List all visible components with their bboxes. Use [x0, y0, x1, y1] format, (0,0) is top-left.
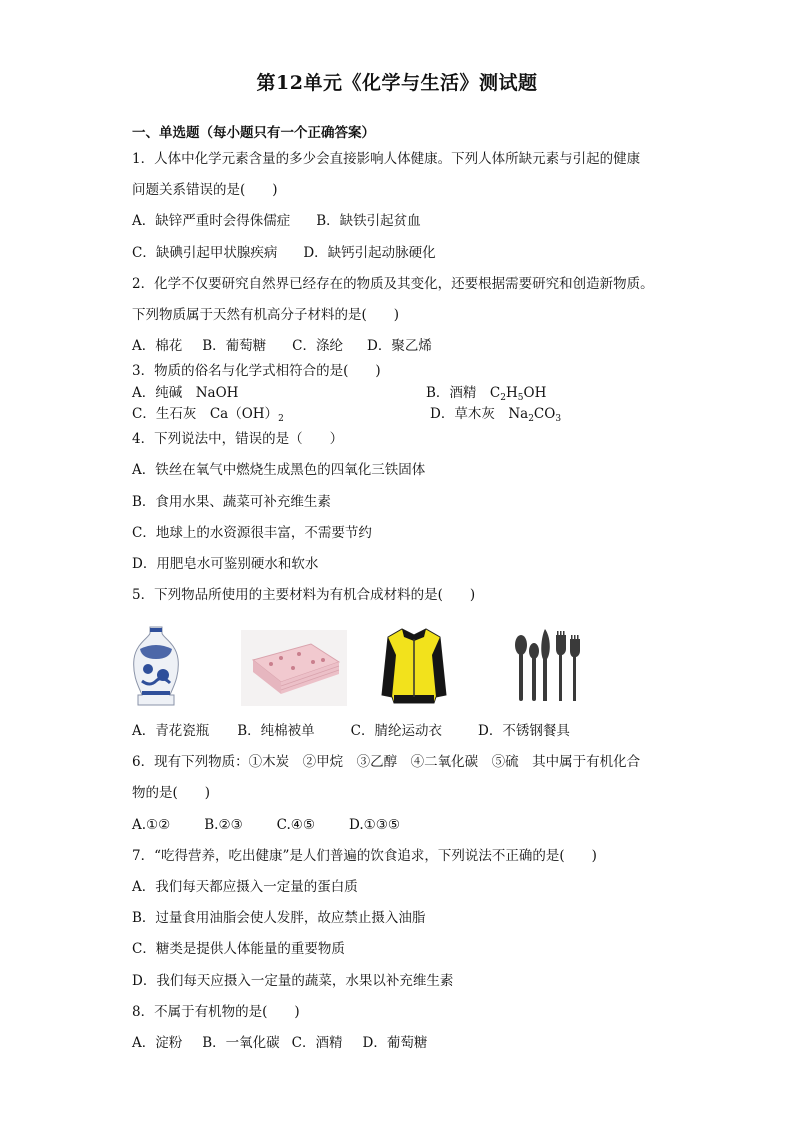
question-6-options — [132, 816, 400, 834]
option-b[interactable]: B．纯棉被单 — [237, 723, 315, 739]
option-d[interactable]: D．葡萄糖 — [362, 1035, 428, 1051]
question-2-stem: 2．化学不仅要研究自然界已经存在的物质及其变化，还要根据需要研究和创造新物质。 — [132, 276, 654, 292]
option-a[interactable]: A．青花瓷瓶 — [132, 723, 210, 739]
question-4-option-b[interactable]: B．食用水果、蔬菜可补充维生素 — [132, 494, 331, 510]
question-8-options — [132, 1034, 427, 1052]
option-d[interactable]: D．缺钙引起动脉硬化 — [303, 245, 436, 261]
question-2-stem-2: 下列物质属于天然有机高分子材料的是( ) — [132, 307, 400, 323]
question-5-options — [132, 722, 570, 740]
option-c[interactable]: C．缺碘引起甲状腺疾病 — [132, 245, 278, 261]
option-c[interactable]: C.④⑤ — [276, 817, 316, 833]
question-2-options — [132, 337, 432, 355]
option-a[interactable]: A.①② — [132, 817, 171, 833]
question-8-stem: 8．不属于有机物的是( ) — [132, 1004, 300, 1020]
question-5-stem: 5．下列物品所使用的主要材料为有机合成材料的是( ) — [132, 587, 476, 603]
cutlery-image — [512, 625, 588, 707]
option-c[interactable]: C．涤纶 — [292, 338, 344, 354]
vase-image — [130, 625, 182, 707]
option-b[interactable]: B．葡萄糖 — [202, 338, 267, 354]
question-7-option-c[interactable]: C．糖类是提供人体能量的重要物质 — [132, 941, 345, 957]
option-b[interactable]: B.②③ — [204, 817, 243, 833]
question-3-option-b[interactable]: B．酒精 $C_2H_5OH$ — [426, 385, 547, 403]
option-a[interactable]: A．缺锌严重时会得侏儒症 — [132, 213, 291, 229]
question-7-option-b[interactable]: B．过量食用油脂会使人发胖，故应禁止摄入油脂 — [132, 910, 426, 926]
question-7-stem: 7．“吃得营养，吃出健康”是人们普遍的饮食追求，下列说法不正确的是( ) — [132, 848, 597, 864]
section-heading: 一、单选题（每小题只有一个正确答案） — [132, 125, 375, 141]
question-3-option-d[interactable]: D．草木灰 $Na_2CO_3$ — [430, 406, 562, 424]
question-4-option-c[interactable]: C．地球上的水资源很丰富，不需要节约 — [132, 525, 372, 541]
option-b[interactable]: B．一氧化碳 — [202, 1035, 280, 1051]
option-d[interactable]: D．不锈钢餐具 — [478, 723, 570, 739]
question-4-option-d[interactable]: D．用肥皂水可鉴别硬水和软水 — [132, 556, 319, 572]
option-a[interactable]: A．淀粉 — [132, 1035, 183, 1051]
option-d[interactable]: D．聚乙烯 — [367, 338, 432, 354]
question-4-option-a[interactable]: A．铁丝在氧气中燃烧生成黑色的四氧化三铁固体 — [132, 462, 426, 478]
question-1-options-ab — [132, 212, 421, 230]
jacket-image — [380, 625, 448, 707]
question-6-stem: 6．现有下列物质：①木炭 ②甲烷 ③乙醇 ④二氧化碳 ⑤硫 其中属于有机化合 — [132, 754, 641, 770]
option-d[interactable]: D.①③⑤ — [349, 817, 400, 833]
question-3-option-c[interactable]: C．生石灰 $Ca(OH)_2$ — [132, 406, 284, 424]
bedsheet-image — [241, 630, 347, 706]
question-1-stem: 1．人体中化学元素含量的多少会直接影响人体健康。下列人体所缺元素与引起的健康 — [132, 151, 641, 167]
question-4-stem: 4．下列说法中，错误的是（ ） — [132, 431, 344, 447]
option-c[interactable]: C．酒精 — [291, 1035, 343, 1051]
question-7-option-d[interactable]: D．我们每天应摄入一定量的蔬菜，水果以补充维生素 — [132, 973, 454, 989]
option-a[interactable]: A．棉花 — [132, 338, 183, 354]
question-1-options-cd — [132, 244, 436, 262]
option-c[interactable]: C．腈纶运动衣 — [350, 723, 443, 739]
question-6-stem-2: 物的是( ) — [132, 785, 211, 801]
option-b[interactable]: B．缺铁引起贫血 — [316, 213, 421, 229]
question-3-option-a[interactable]: A．纯碱 NaOH — [132, 385, 239, 401]
page-title: 第12单元《化学与生活》测试题 — [256, 72, 538, 94]
question-1-stem-2: 问题关系错误的是( ) — [132, 182, 278, 198]
question-3-stem: 3．物质的俗名与化学式相符合的是( ) — [132, 363, 381, 379]
question-7-option-a[interactable]: A．我们每天都应摄入一定量的蛋白质 — [132, 879, 358, 895]
